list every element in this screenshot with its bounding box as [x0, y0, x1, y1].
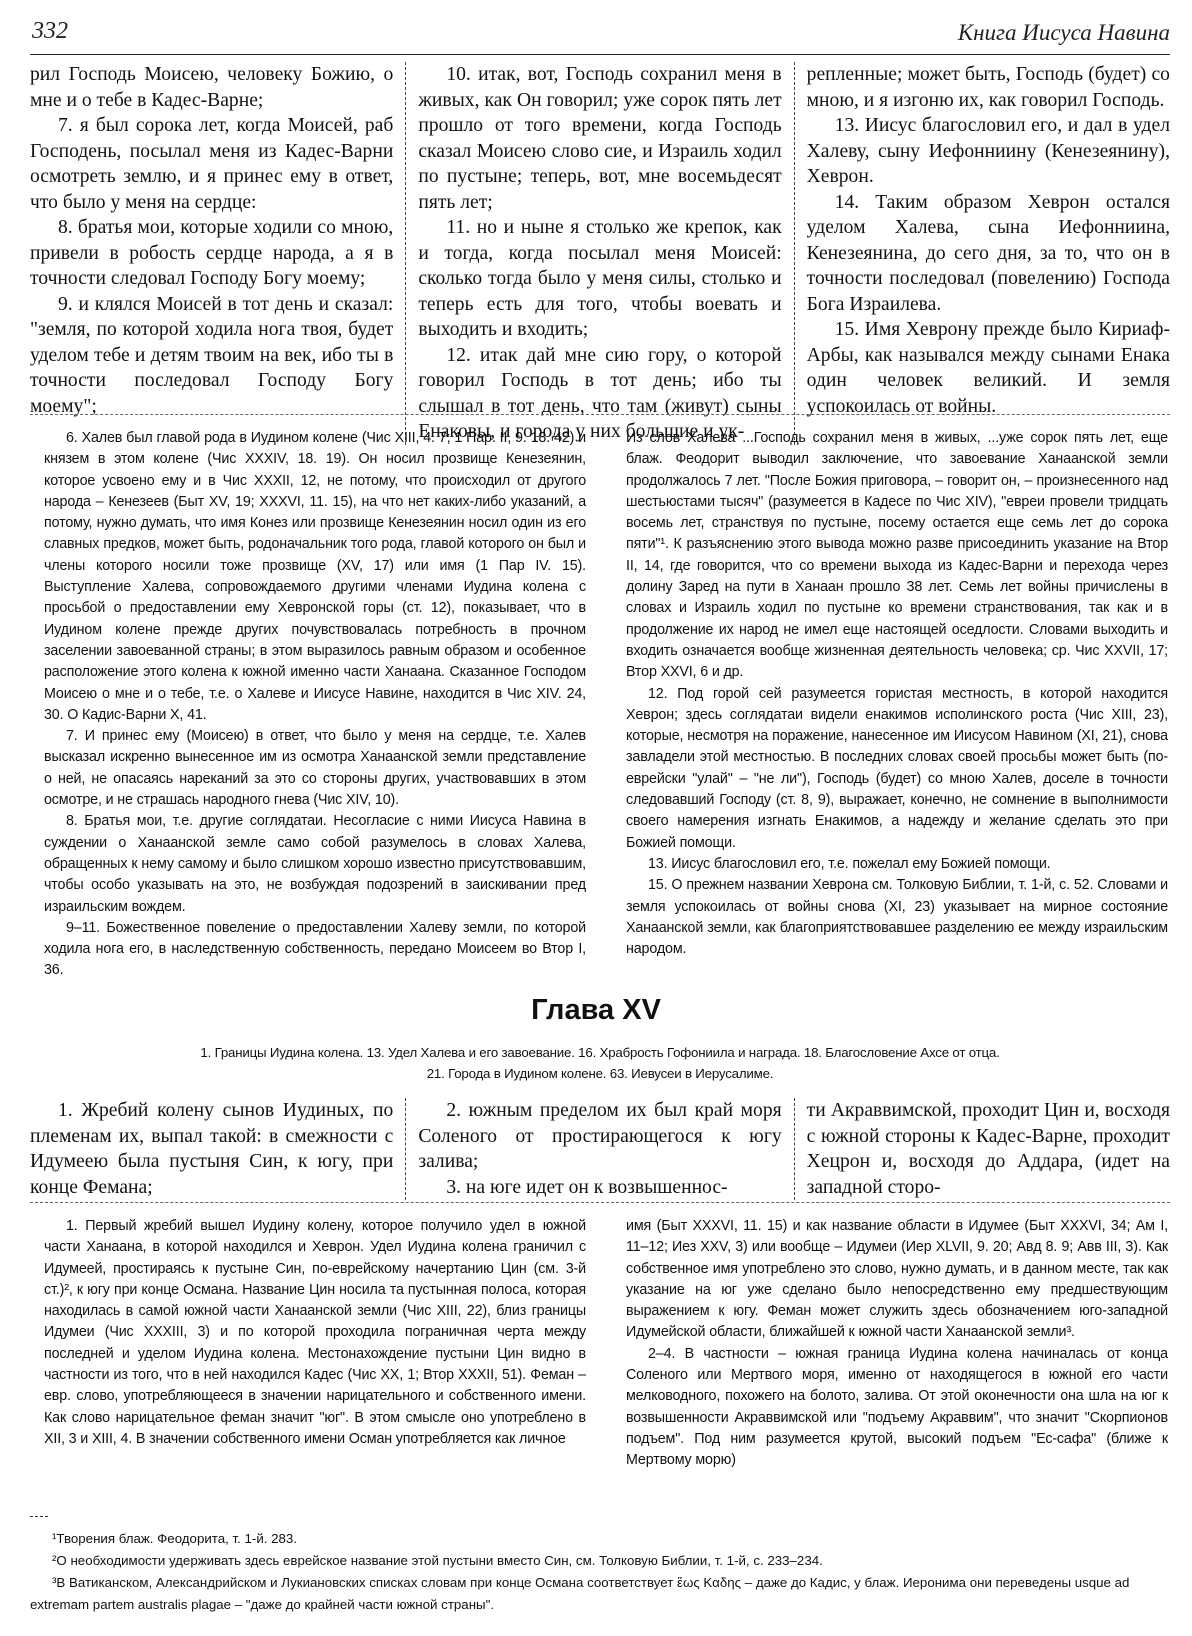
commentary-column [626, 428, 1168, 982]
commentary-top [44, 428, 1168, 982]
verse-text: 13. Иисус благословил его, и дал в удел Халеву, сыну Иефонниину (Кенезеянину), Хеврон. [806, 115, 1170, 187]
running-title: Книга Иисуса Навина [957, 20, 1170, 45]
footnote: ¹Творения блаж. Феодорита, т. 1-й. 283. [52, 1531, 298, 1546]
verse-text: 2. южным пределом их был край моря Соленого от простирающегося к югу залива; [418, 1100, 782, 1172]
verse-text: репленные; может быть, Господь (будет) со мною, и я изгоню их, как говорил Господь. [806, 64, 1170, 111]
footnotes [30, 1528, 1168, 1616]
commentary-paragraph: 2–4. В частности – южная граница Иудина колена начиналась от конца Соленого или Мертвого моря, именно от находящегося в южной его части мелководного, похожего на болото, залива. От этой оконечности она шла на юг к возвышенности Акраввимской или "подъему Акраввим", что значит "Скорпионов подъем". Под ним разумеется крутой, высокий подъем "Ес-сафа" (ближе к Мертвому морю) [626, 1345, 1168, 1469]
running-header [30, 14, 1170, 55]
verse-text: 11. но и ныне я столько же крепок, как и тогда, когда посылал меня Моисей: сколько тогда было у меня силы, столько и теперь есть для того, чтобы воевать и выходить и входить; [418, 217, 782, 340]
commentary-column [44, 1216, 586, 1472]
commentary-paragraph: 15. О прежнем названии Хеврона см. Толковую Библии, т. 1-й, с. 52. Словами и земля успокоилась от войны снова (XI, 23) указывает на мирное состояние Ханаанской земли, как благоприятствовавшее разделению ее между израильским народом. [626, 877, 1168, 958]
summary-line: 21. Города в Иудином колене. 63. Иевусеи в Иерусалиме. [426, 1066, 774, 1081]
commentary-paragraph: имя (Быт XXXVI, 11. 15) и как название области в Идумее (Быт XXXVI, 34; Ам I, 11–12; Иез XXV, 3) или вообще – Идумеи (Иер XLVII, 9. 20; Авд 8. 9; Авв III, 3). Как собственное имя употреблено это слово, нужно думать, и в данном месте, так как указание на юг уже сделано было непосредственно ему предшествующим выражением к югу. Феман может служить здесь обозначением юго-западной Идумейской области, ближайшей к южной части Ханаанской земли³. [626, 1218, 1168, 1341]
scripture-column [30, 1098, 405, 1200]
footnote: ²О необходимости удерживать здесь еврейское название этой пустыни вместо Син, см. Толковую Библии, т. 1-й, с. 233–234. [52, 1553, 823, 1568]
footnote: ³В Ватиканском, Александрийском и Лукиановских списках словам при конце Османа соответствует ἕως Καδης – даже до Кадис, у блаж. Иеронима они переведены usque ad extremam partem australis plagae – "даже до крайней части южной страны". [30, 1575, 1130, 1612]
scripture-top [30, 62, 1170, 445]
commentary-column [626, 1216, 1168, 1472]
chapter-title: Глава XV [531, 994, 661, 1026]
verse-text: 14. Таким образом Хеврон остался уделом Халева, сына Иефонниина, Кенезеянина, до сего дня, за то, что он в точности последовал (повелению) Господа Бога Израилева. [806, 191, 1170, 315]
commentary-paragraph: 9–11. Божественное повеление о предоставлении Халеву земли, по которой ходила нога его, в наследственную собственность, передано Моисеем во Втор I, 36. [44, 919, 586, 979]
commentary-paragraph: 1. Первый жребий вышел Иудину колену, которое получило удел в южной части Ханаана, в которой находился и Хеврон. Удел Иудина колена граничил с Идумеей, простираясь к пустыне Син, по-еврейскому начертанию Цин (см. 3-й ст.)², к югу при конце Османа. Название Цин носила та пустынная полоса, которая находилась в самой южной части Ханаанской земли (Чис XIII, 22), близ границы Идумеи (Чис XXXIII, 3) и по которой проходила пограничная черта между последней и уделом Иудина колена. Местонахождение пустыни Цин видно в частности из того, что в ней находился Кадес (Чис XX, 1; Втор XXXII, 51). Феман – евр. слово, употребляющееся в значении нарицательного и собственного имени. Как слово нарицательное феман значит "юг". В этом смысле оно употреблено в XII, 3 и XIII, 4. В значении собственного имени Осман употребляется как личное [44, 1218, 586, 1447]
commentary-paragraph: 6. Халев был главой рода в Иудином колене (Чис XIII, 4. 7; 1 Пар. II, 9. 18. 42) и князем в этом колене (Чис XXXIV, 18. 19). Он носил прозвище Кенезеянин, которое усвоено ему и в Чис XXXII, 12, не потому, что происходил от другого народа – Кенезеев (Быт XV, 19; XXXVI, 11. 15), на что нет каких-либо указаний, а потому, нужно думать, что имя Конез или прозвище Кенезеянин носил один из его славных предков, может быть, родоначальник того рода, главой которого он был и члены которого носили тоже прозвище (XV, 17) или имя (1 Пар IV. 15). Выступление Халева, сопровождаемого другими членами Иудина колена с просьбой о предоставлении ему Хевронской горы (ст. 12), показывает, что в Иудином колене прежде других почувствовалась потребность в прочном заселении завоеванной страны; в этом выразилось равным образом и особенное расположение этого колена к южной именно части Ханаана. Сказанное Господом Моисею о мне и о тебе, т.е. о Халеве и Иисусе Навине, находится в Чис XIV. 24, 30. О Кадис-Варни X, 41. [44, 430, 586, 723]
commentary-paragraph: 12. Под горой сей разумеется гористая местность, в которой находится Хеврон; здесь соглядатаи видели енакимов исполинского роста (Чис XIII, 23), которые, несмотря на поражение, нанесенное им Иисусом Навином (XI, 21), снова завладели этой местностью. В последних словах своей просьбы может быть (по-еврейски "улай" – "не ли"), Господь (будет) со мною Халев, доселе в точности следовавший Господу (ст. 8, 9), выражает, конечно, не сомнение в выполнимости своего намерения изгнать Енакимов, а надежду и желание сделать это при Божией помощи. [626, 685, 1168, 851]
verse-text: 12. итак дай мне сию гору, о которой говорил Господь в тот день; ибо ты слышал в тот день, что там (живут) сыны Енаковы, и города у них большие и ук- [418, 344, 782, 442]
verse-text: 8. братья мои, которые ходили со мною, привели в робость сердце народа, а я в точности следовал Господу Богу моему; [30, 217, 394, 289]
scripture-column [30, 62, 405, 445]
verse-text: 10. итак, вот, Господь сохранил меня в живых, как Он говорил; уже сорок пять лет прошло от того времени, когда Господь сказал Моисею слово сие, и Израиль ходил по пустыне; теперь, вот, мне восемьдесят пять лет; [418, 64, 782, 213]
scripture-column [405, 62, 793, 445]
verse-text: ти Акраввимской, проходит Цин и, восходя с южной стороны к Кадес-Варне, проходит Хецрон и, восходя до Аддара, (идет на западной сторо- [806, 1100, 1170, 1198]
verse-text: 9. и клялся Моисей в тот день и сказал: "земля, по которой ходила нога твоя, будет уделом тебе и детям твоим на век, ибо ты в точности последовал Господу Богу моему"; [30, 293, 394, 417]
verse-text: 7. я был сорока лет, когда Моисей, раб Господень, посылал меня из Кадес-Варни осмотреть землю, и я принес ему в ответ, что было у меня на сердце: [30, 115, 394, 213]
verse-text: 15. Имя Хеврону прежде было Кириаф-Арбы, как назывался между сынами Енака один человек великий. И земля успокоилась от войны. [806, 319, 1170, 417]
commentary-bottom [44, 1216, 1168, 1472]
summary-line: 1. Границы Иудина колена. 13. Удел Халева и его завоевание. 16. Храбрость Гофониила и награда. 18. Благословение Ахсе от отца. [200, 1045, 1000, 1060]
commentary-paragraph: 8. Братья мои, т.е. другие соглядатаи. Несогласие с ними Иисуса Навина в суждении о Ханаанской земле само собой разумелось в словах Халева, обращенных к нему самому и было слишком хорошо известно присутствовавшим, чтобы особо указывать на это, не возбуждая подозрений в заискивании пред израильским вождем. [44, 813, 586, 915]
section-divider [30, 1202, 1170, 1203]
scripture-column [405, 1098, 793, 1200]
commentary-paragraph: Из слов Халева ...Господь сохранил меня в живых, ...уже сорок пять лет, еще блаж. Феодорит выводил заключение, что завоевание Ханаанской земли продолжалось 7 лет. "После Божия приговора, – говорит он, – произнесенного над шестьюстами тысяч" (разумеется в Кадесе по Чис XIV), "евреи провели тридцать восемь лет, странствуя по пустыне, посему остается еще семь лет до сорока пяти"¹. К разъяснению этого вывода можно разве присоединить указание на Втор II, 14, где говорится, что со времени выхода из Кадес-Варни и перехода через долину Заред на пути в Ханаан прошло 38 лет. Семь лет войны причислены в словах и Израиль ходил по пустыне ко времени странствования, так как и в продолжение их народ не имел еще настоящей оседлости. Словами выходить и входить означается вообще жизненная деятельность человека; ср. Чис XXVII, 17; Втор XXVI, 6 и др. [626, 430, 1168, 681]
verse-text: 3. на юге идет он к возвышеннос- [446, 1176, 728, 1198]
commentary-paragraph: 7. И принес ему (Моисею) в ответ, что было у меня на сердце, т.е. Халев высказал искренно вынесенное им из осмотра Ханаанской земли представление о ней, не опасаясь нареканий за это со стороны других, участвовавших в этом осмотре, и не страшась народного гнева (Чис XIV, 10). [44, 728, 586, 809]
page-number: 332 [32, 18, 68, 44]
commentary-paragraph: 13. Иисус благословил его, т.е. пожелал ему Божией помощи. [648, 855, 1051, 872]
verse-text: рил Господь Моисею, человеку Божию, о мне и о тебе в Кадес-Варне; [30, 64, 394, 111]
scripture-column [794, 1098, 1170, 1200]
chapter-summary [150, 1042, 1050, 1084]
footnote-rule [30, 1516, 48, 1517]
scripture-bottom [30, 1098, 1170, 1200]
verse-text: 1. Жребий колену сынов Иудиных, по племенам их, выпал такой: в смежности с Идумеею была пустыня Син, к югу, при конце Фемана; [30, 1100, 394, 1198]
commentary-column [44, 428, 586, 982]
section-divider [30, 414, 1170, 415]
scripture-column [794, 62, 1170, 445]
